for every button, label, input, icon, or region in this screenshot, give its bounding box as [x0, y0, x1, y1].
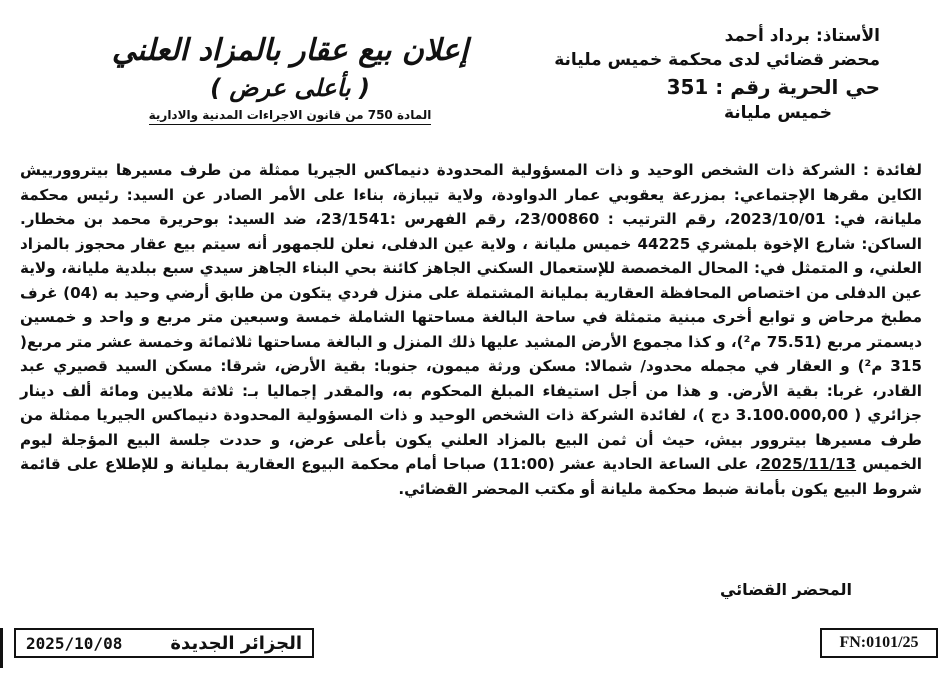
newspaper-box: [14, 628, 314, 658]
bailiff-role: محضر قضائي لدى محكمة خميس مليانة: [554, 50, 880, 70]
bailiff-city: خميس مليانة: [723, 103, 832, 123]
body-text-part-1: لفائدة : الشركة ذات الشخص الوحيد و ذات المسؤولية المحدودة دنيماكس الجيريا ممثلة من طرف مسيرها بيتروورييش الكاين مقرها الإجتماعي: بمزرعة يعقوبي عمار الدواودة، ولاية تيبازة، بناءا على الأمر الصادر عن السيد: رئيس محكمة مليانة، في: 2023/10/01، رقم الترتيب : 23/00860، رقم الفهرس :23/1541، ضد السيد: بوحريرة محمد بن مخطار. الساكن: شارع الإخوة بلمشري 44225 خميس مليانة ، ولاية عين الدفلى، نعلن للجمهور أنه سيتم بيع عقار محجوز بالمزاد العلني، و المتمثل في: المحال المخصصة للإستعمال السكني الجاهز كائنة بحي البناء الجاهز سيدي سبع ببلدية مليانة، ولاية عين الدفلى من اختصاص المحافظة العقارية بمليانة المشتملة على منزل فردي يتكون من طابق أرضي وحيد به (04) غرف مطبخ مرحاض و توابع أخرى مبنية متمثلة في ساحة البالغة مساحتها الشاملة خمسة وسبعين متر مربع و واحد و خمسين ديسمتر مربع (75.51 م²)، و كذا مجموع الأرض المشيد عليها ذلك المنزل و البالغة مساحتها ثلاثمائة وخمسة عشر متر مربع( 315 م²) و العقار في مجمله محدود/ شمالا: مسكن ورثة ميمون، جنوبا: بقية الأرض، شرقا: مسكن السيد قصيري عبد القادر، غربا: بقية الأرض. و هذا من أجل استيفاء المبلغ المحكوم به، والمقدر إجماليا بـ: ثلاثة ملايين ومائة ألف دينار جزائري ( 3.100.000,00 دج )، لفائدة الشركة ذات الشخص الوحيد و ذات المسؤولية المحدودة دنيماكس الجيريا ممثلة من طرف مسيرها بيتروور بيش، حيث أن ثمن البيع بالمزاد العلني يكون بأعلى عرض، و حددت جلسة البيع المؤجلة ليوم الخميس: [20, 161, 923, 473]
legal-reference: المادة 750 من قانون الاجراءات المدنية والادارية: [149, 107, 432, 125]
notice-body-paragraph: [20, 158, 922, 501]
notice-subtitle: ( بأعلى عرض ): [210, 74, 370, 102]
bailiff-name: الأستاذ: برداد أحمد: [724, 26, 880, 46]
publication-date: 2025/10/08: [26, 633, 123, 653]
notice-header: [20, 14, 932, 144]
sale-date: 2025/11/13: [760, 455, 857, 473]
footer-divider: [0, 628, 3, 668]
signature-label: المحضر القضائي: [719, 580, 852, 599]
notice-title: إعلان بيع عقار بالمزاد العلني: [111, 33, 469, 68]
notice-body: [20, 158, 922, 501]
notice-title-block: [90, 30, 490, 125]
newspaper-name: الجزائر الجديدة: [170, 632, 302, 654]
signature: [0, 580, 852, 599]
file-number-box: [820, 628, 938, 658]
file-number: FN:0101/25: [839, 634, 919, 651]
bailiff-info: [500, 24, 880, 124]
bailiff-address: حي الحرية رقم : 351: [666, 75, 880, 99]
body-text-part-2: ، على الساعة الحادية عشر (11:00) صباحا أمام محكمة البيوع العقارية بمليانة و للإطلاع على قائمة شروط البيع يكون بأمانة ضبط محكمة مليانة أو مكتب المحضر القضائي.: [20, 455, 922, 498]
